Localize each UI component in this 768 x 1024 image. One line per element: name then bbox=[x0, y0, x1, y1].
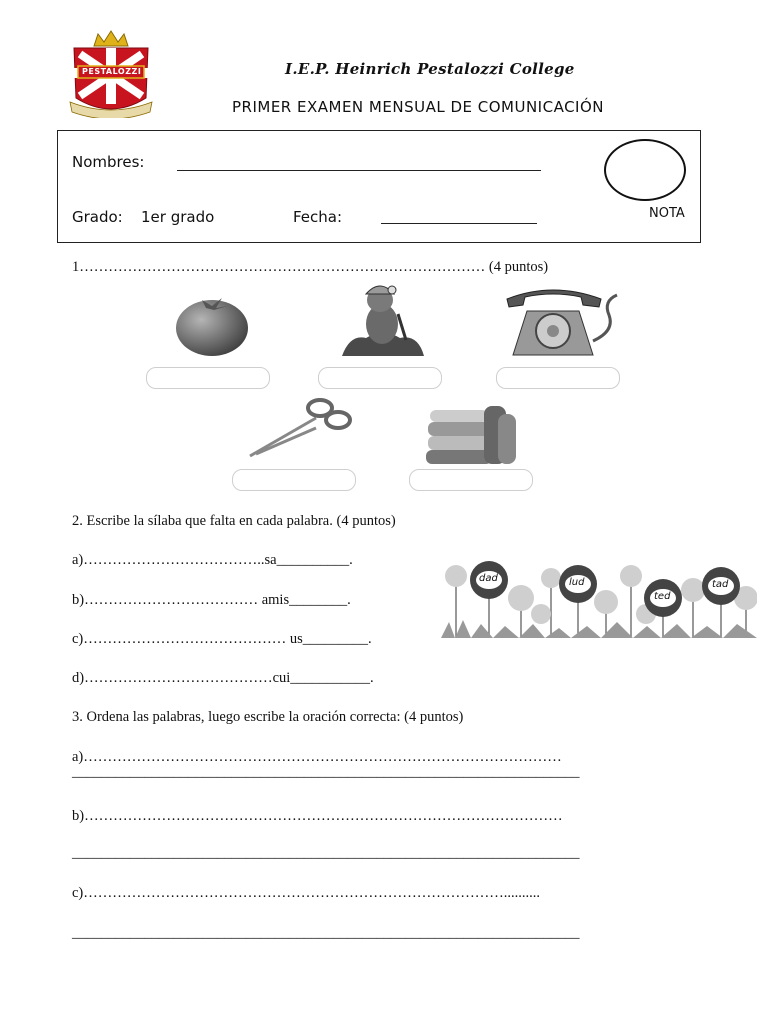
nombres-label: Nombres: bbox=[72, 153, 145, 171]
q2-item-d: d)…………………………………cui___________. bbox=[72, 670, 374, 686]
fecha-label: Fecha: bbox=[293, 208, 343, 226]
q2-item-b: b)……………………………… amis________. bbox=[72, 592, 351, 608]
q1-answer-box-1[interactable] bbox=[146, 367, 270, 389]
syllable-flowers bbox=[441, 556, 757, 638]
q1-answer-box-2[interactable] bbox=[318, 367, 442, 389]
grado-label: Grado: bbox=[72, 208, 123, 226]
scissors-icon bbox=[246, 396, 354, 460]
student-info-box bbox=[57, 130, 701, 243]
tomato-icon bbox=[172, 288, 252, 358]
q3-item-c: c)…………………………………………………………………………….......... bbox=[72, 885, 541, 901]
q3-answer-line-a[interactable]: ______________________________________________________________________ bbox=[72, 764, 580, 780]
telephone-icon bbox=[503, 285, 625, 361]
flower-syllable-4: tad bbox=[712, 579, 729, 590]
logo-text: PESTALOZZI bbox=[82, 67, 142, 76]
nota-label: NOTA bbox=[649, 206, 685, 221]
flower-syllable-2: lud bbox=[569, 577, 585, 588]
grado-value: 1er grado bbox=[141, 208, 215, 226]
q1-answer-box-3[interactable] bbox=[496, 367, 620, 389]
school-logo bbox=[66, 28, 156, 118]
q3-answer-line-c[interactable]: ______________________________________________________________________ bbox=[72, 925, 580, 941]
q3-item-a: a)……………………………………………………………………………………… bbox=[72, 749, 562, 765]
towels-icon bbox=[422, 402, 518, 466]
q1-answer-box-5[interactable] bbox=[409, 469, 533, 491]
flower-syllable-3: ted bbox=[654, 591, 671, 602]
q1-prompt: 1………………………………………………………………………… (4 puntos) bbox=[72, 259, 549, 275]
q2-item-a: a)………………………………..sa__________. bbox=[72, 552, 353, 568]
q2-prompt: 2. Escribe la sílaba que falta en cada palabra. (4 puntos) bbox=[72, 513, 396, 529]
flower-syllable-1: dad bbox=[479, 573, 498, 584]
q3-prompt: 3. Ordena las palabras, luego escribe la oración correcta: (4 puntos) bbox=[72, 709, 464, 725]
exam-title: PRIMER EXAMEN MENSUAL DE COMUNICACIÓN bbox=[232, 98, 604, 116]
q2-item-c: c)…………………………………… us_________. bbox=[72, 631, 372, 647]
fecha-field[interactable] bbox=[381, 223, 537, 224]
q3-item-b: b)……………………………………………………………………………………… bbox=[72, 808, 563, 824]
mole-icon bbox=[340, 278, 426, 360]
school-name: I.E.P. Heinrich Pestalozzi College bbox=[285, 60, 575, 78]
nota-oval[interactable] bbox=[604, 139, 686, 201]
nombres-field[interactable] bbox=[177, 170, 541, 171]
q1-answer-box-4[interactable] bbox=[232, 469, 356, 491]
q3-answer-line-b[interactable]: ______________________________________________________________________ bbox=[72, 845, 580, 861]
